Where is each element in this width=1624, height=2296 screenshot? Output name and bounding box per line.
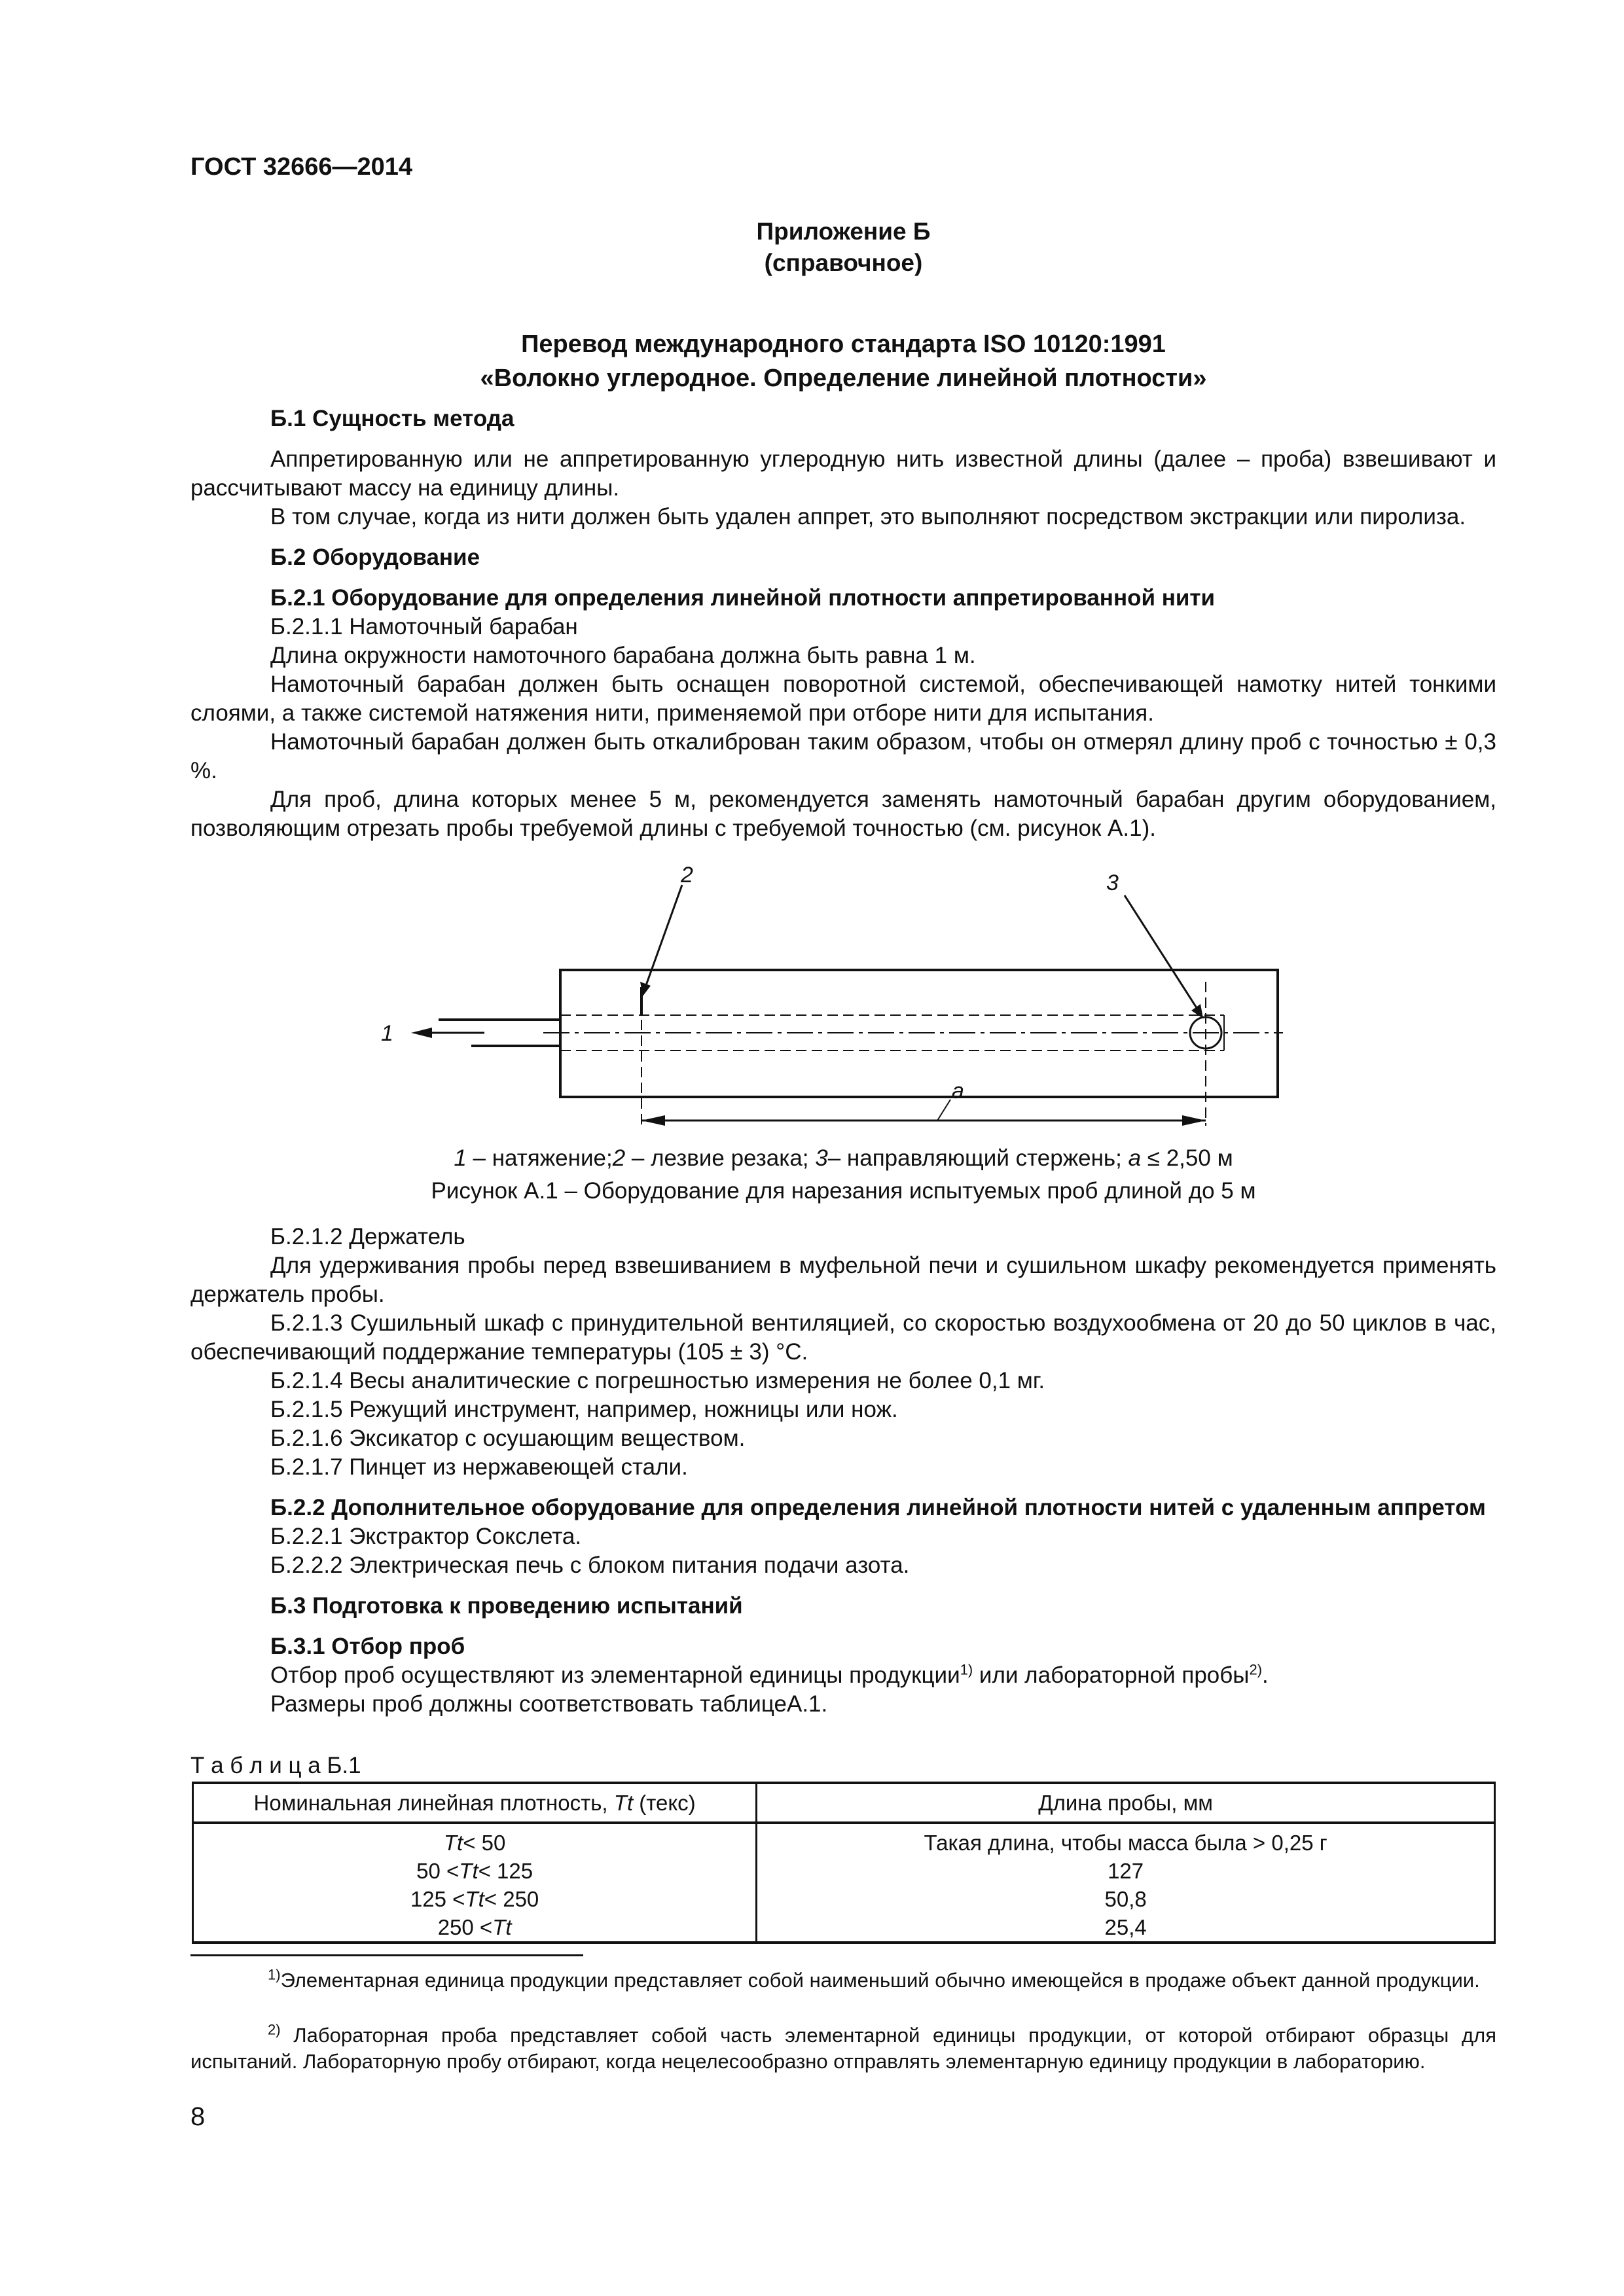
footnote-ref[interactable]: 2)	[1249, 1661, 1263, 1678]
leader-3	[1125, 895, 1199, 1012]
table-row	[193, 1823, 1495, 1857]
paragraph: Намоточный барабан должен быть оснащен поворотной системой, обеспечивающей намотку нитей тонкими слоями, а также системой натяжения нити, применяемой при отборе нити для испытания.	[190, 672, 1496, 726]
figure-caption: Рисунок А.1 – Оборудование для нарезания испытуемых проб длиной до 5 м	[431, 1178, 1256, 1204]
item-heading: Б.2.1.2 Держатель	[270, 1224, 465, 1249]
label-2: 2	[681, 864, 693, 888]
section-b1	[190, 404, 1496, 843]
item: Б.2.1.5 Режущий инструмент, например, ножницы или нож.	[270, 1397, 898, 1422]
paragraph: Для проб, длина которых менее 5 м, рекомендуется заменять намоточный барабан другим оборудованием, позволяющим отрезать пробы требуемой длины с требуемой точностью (см. рисунок А.1).	[190, 787, 1496, 841]
label-1: 1	[381, 1021, 393, 1046]
table-row	[193, 1857, 1495, 1885]
footnote-1: $^{1)}$Элементарная единица продукции представляет собой наименьший обычно имеющейся в продаже объект данной продукции.	[268, 1966, 1480, 1992]
tension-arrowhead	[411, 1028, 432, 1038]
item: Б.2.2.2 Электрическая печь с блоком питания подачи азота.	[270, 1552, 910, 1578]
appendix-title: Приложение Б	[756, 218, 931, 245]
table-cell: 125 <Tt< 250	[193, 1885, 757, 1913]
footnote-mark: 1)	[268, 1966, 281, 1983]
subsection-heading: Б.2.2 Дополнительное оборудование для определения линейной плотности нитей с удаленным аппретом	[270, 1495, 1486, 1520]
paragraph: Намоточный барабан должен быть откалиброван таким образом, чтобы он отмерял длину проб с точностью ± 0,3 %.	[190, 729, 1496, 783]
legend-num: 1	[454, 1145, 467, 1171]
section-b1-heading: Б.1 Сущность метода	[270, 406, 514, 431]
item: Б.2.1.7 Пинцет из нержавеющей стали.	[270, 1454, 688, 1480]
label-3: 3	[1106, 870, 1119, 895]
paragraph: Отбор проб осуществляют из элементарной единицы продукции$^{1)}$ или лабораторной пробы$^{2)}$.	[270, 1661, 1269, 1688]
subsection-heading: Б.3.1 Отбор проб	[270, 1634, 465, 1659]
table-header-cell	[193, 1783, 757, 1823]
paragraph: Аппретированную или не аппретированную углеродную нить известной длины (далее – проба) взвешивают и рассчитывают массу на единицу длины.	[190, 446, 1496, 501]
page-number: 8	[190, 2102, 206, 2131]
paragraph: В том случае, когда из нити должен быть удален аппрет, это выполняют посредством экстракции или пиролиза.	[270, 504, 1466, 529]
item: Б.2.2.1 Экстрактор Сокслета.	[270, 1524, 582, 1549]
table-cell: 127	[757, 1857, 1495, 1885]
legend-text: – натяжение;	[466, 1145, 613, 1171]
table-cell: Tt< 50	[193, 1823, 757, 1857]
section-b2-heading: Б.2 Оборудование	[270, 545, 480, 570]
table-header-row	[193, 1783, 1495, 1823]
item-heading: Б.2.1.1 Намоточный барабан	[270, 614, 578, 639]
appendix-heading	[190, 216, 1496, 279]
paragraph: Длина окружности намоточного барабана должна быть равна 1 м.	[270, 643, 976, 668]
title-line-2: «Волокно углеродное. Определение линейной плотности»	[480, 365, 1207, 392]
footnote-separator	[190, 1954, 583, 1956]
legend-num: 3	[815, 1145, 828, 1171]
table-header-cell: Длина пробы, мм	[757, 1783, 1495, 1823]
table-label: Т а б л и ц а Б.1	[190, 1753, 361, 1778]
legend-text: ≤ 2,50 м	[1141, 1145, 1233, 1171]
figure-a1	[353, 864, 1335, 1152]
table-cell: 50 <Tt< 125	[193, 1857, 757, 1885]
table-cell: 250 <Tt	[193, 1913, 757, 1943]
table-row	[193, 1885, 1495, 1913]
dimension-leader	[937, 1100, 950, 1121]
col1-header: Номинальная линейная плотность, Tt (текс)	[253, 1791, 696, 1815]
paragraph: Размеры проб должны соответствовать таблицеА.1.	[270, 1691, 828, 1717]
footnote-mark: 2)	[268, 2021, 281, 2038]
paragraph: Б.2.1.3 Сушильный шкаф с принудительной вентиляцией, со скоростью воздухообмена от 20 до 50 циклов в час, обеспечивающий поддержание температуры (105 ± 3) °С.	[190, 1310, 1496, 1365]
table-cell: 25,4	[757, 1913, 1495, 1943]
leader-3-arrowhead	[1191, 1004, 1203, 1018]
table-cell: 50,8	[757, 1885, 1495, 1913]
appendix-type: (справочное)	[764, 249, 923, 276]
table-b1	[192, 1782, 1496, 1944]
subsection-heading: Б.2.1 Оборудование для определения линейной плотности аппретированной нити	[270, 585, 1216, 611]
legend-text: – направляющий стержень;	[827, 1145, 1128, 1171]
figure-legend	[190, 1143, 1496, 1174]
leader-2	[645, 885, 682, 987]
table-row	[193, 1913, 1495, 1943]
footnote-2: $^{2)}$ Лабораторная проба представляет собой часть элементарной единицы продукции, от которой отбирают образцы для испытаний. Лабораторную пробу отбирают, когда нецелесообразно отправлять элементарную единицу продукции в лабораторию.	[190, 2021, 1496, 2073]
item: Б.2.1.4 Весы аналитические с погрешностью измерения не более 0,1 мг.	[270, 1368, 1045, 1393]
dimension-arrowhead-right	[1182, 1115, 1206, 1126]
table-cell: Такая длина, чтобы масса была > 0,25 г	[757, 1823, 1495, 1857]
section-b212	[190, 1223, 1496, 1719]
document-title	[190, 327, 1496, 395]
dimension-arrowhead-left	[641, 1115, 665, 1126]
title-line-1: Перевод международного стандарта ISO 10120:1991	[521, 331, 1166, 358]
legend-num: 2	[612, 1145, 626, 1171]
paragraph: Для удерживания пробы перед взвешиванием в муфельной печи и сушильном шкафу рекомендуется применять держатель пробы.	[190, 1253, 1496, 1307]
section-b3-heading: Б.3 Подготовка к проведению испытаний	[270, 1593, 743, 1619]
item: Б.2.1.6 Эксикатор с осушающим веществом.	[270, 1426, 746, 1451]
label-a: a	[952, 1079, 964, 1103]
footnote-ref[interactable]: 1)	[960, 1661, 973, 1678]
document-id: ГОСТ 32666—2014	[190, 153, 413, 181]
legend-var: a	[1128, 1145, 1142, 1171]
legend-text: – лезвие резака;	[625, 1145, 816, 1171]
